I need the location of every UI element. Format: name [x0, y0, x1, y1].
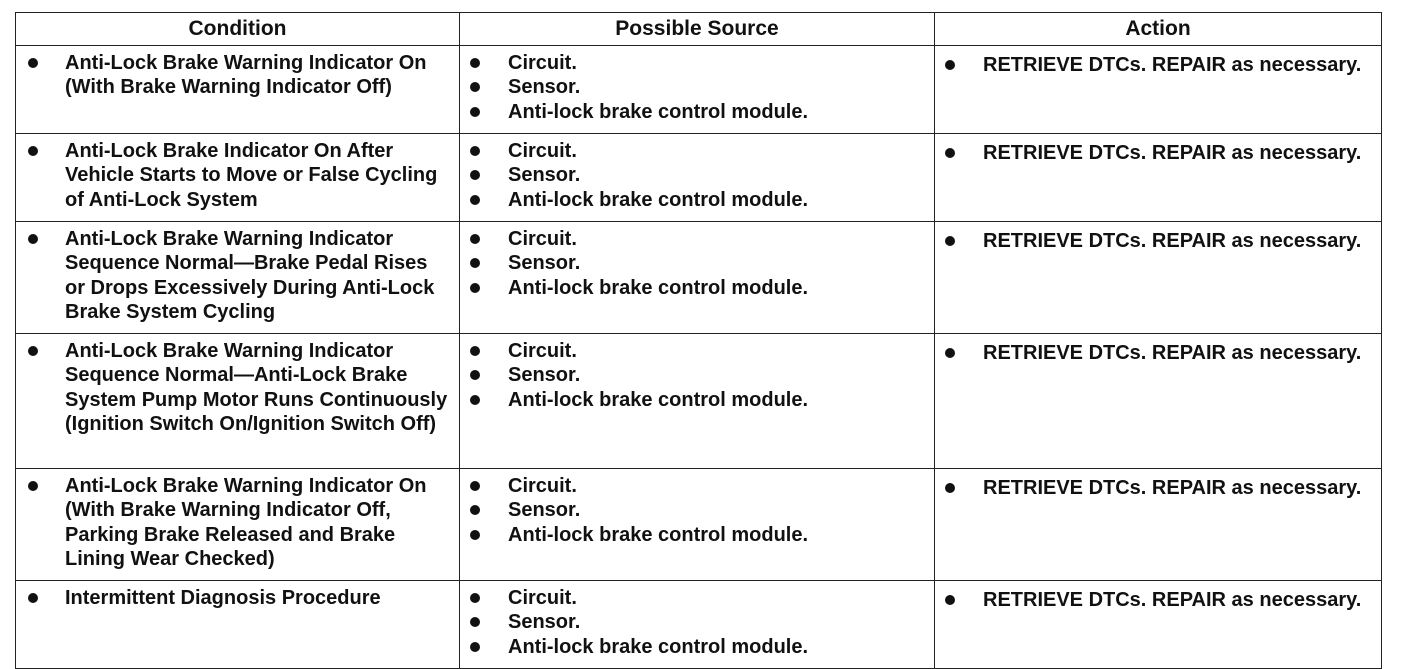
source-text: Sensor. — [508, 611, 581, 634]
bullet-icon — [28, 481, 38, 491]
source-item — [470, 139, 926, 163]
bullet-icon — [945, 60, 955, 70]
bullet-icon — [28, 58, 38, 68]
header-row — [16, 13, 1382, 46]
table-row — [16, 469, 1382, 581]
source-item — [470, 635, 926, 659]
source-item — [470, 523, 926, 547]
table-row — [16, 134, 1382, 222]
condition-text: Anti-Lock Brake Indicator On After Vehicle Starts to Move or False Cycling of Anti-Lock System — [65, 140, 438, 211]
source-cell — [460, 469, 935, 581]
header-possible-source: Possible Source — [460, 13, 935, 46]
source-item — [470, 339, 926, 363]
condition-cell — [16, 134, 460, 222]
bullet-icon — [470, 234, 480, 244]
action-text: RETRIEVE DTCs. REPAIR as necessary. — [983, 142, 1362, 164]
source-item — [470, 388, 926, 412]
action-cell — [935, 334, 1382, 469]
table-row — [16, 334, 1382, 469]
source-item — [470, 610, 926, 634]
action-text: RETRIEVE DTCs. REPAIR as necessary. — [983, 589, 1362, 611]
bullet-icon — [28, 346, 38, 356]
source-cell — [460, 581, 935, 669]
bullet-icon — [470, 195, 480, 205]
bullet-icon — [470, 258, 480, 268]
source-item — [470, 498, 926, 522]
bullet-icon — [945, 148, 955, 158]
source-item — [470, 227, 926, 251]
bullet-icon — [470, 505, 480, 515]
bullet-icon — [470, 593, 480, 603]
source-text: Circuit. — [508, 475, 577, 497]
action-cell — [935, 581, 1382, 669]
source-item — [470, 163, 926, 187]
bullet-icon — [945, 348, 955, 358]
header-condition: Condition — [16, 13, 460, 46]
source-text: Circuit. — [508, 340, 577, 362]
source-text: Circuit. — [508, 228, 577, 250]
bullet-icon — [470, 283, 480, 293]
source-item — [470, 586, 926, 610]
source-text: Anti-lock brake control module. — [508, 100, 809, 123]
source-item — [470, 75, 926, 99]
action-text: RETRIEVE DTCs. REPAIR as necessary. — [983, 54, 1362, 76]
bullet-icon — [28, 234, 38, 244]
table-row — [16, 581, 1382, 669]
source-text: Anti-lock brake control module. — [508, 388, 809, 411]
bullet-icon — [470, 395, 480, 405]
source-text: Circuit. — [508, 52, 577, 74]
condition-cell — [16, 222, 460, 334]
source-cell — [460, 46, 935, 134]
bullet-icon — [945, 483, 955, 493]
source-text: Circuit. — [508, 587, 577, 609]
source-text: Sensor. — [508, 364, 581, 387]
source-cell — [460, 134, 935, 222]
bullet-icon — [470, 107, 480, 117]
source-item — [470, 51, 926, 75]
bullet-icon — [470, 530, 480, 540]
condition-cell — [16, 469, 460, 581]
source-text: Sensor. — [508, 499, 581, 522]
condition-text: Intermittent Diagnosis Procedure — [65, 587, 381, 609]
bullet-icon — [470, 146, 480, 156]
action-text: RETRIEVE DTCs. REPAIR as necessary. — [983, 477, 1362, 499]
table-row — [16, 46, 1382, 134]
bullet-icon — [945, 236, 955, 246]
source-text: Circuit. — [508, 140, 577, 162]
bullet-icon — [470, 481, 480, 491]
source-item — [470, 363, 926, 387]
bullet-icon — [470, 346, 480, 356]
action-cell — [935, 469, 1382, 581]
action-cell — [935, 222, 1382, 334]
source-text: Anti-lock brake control module. — [508, 276, 809, 299]
condition-text: Anti-Lock Brake Warning Indicator Sequence Normal—Anti-Lock Brake System Pump Motor Runs Continuously (Ignition Switch On/Ignition Switch Off) — [65, 340, 448, 435]
source-text: Anti-lock brake control module. — [508, 635, 809, 658]
source-item — [470, 100, 926, 124]
condition-cell — [16, 46, 460, 134]
condition-text: Anti-Lock Brake Warning Indicator Sequence Normal—Brake Pedal Rises or Drops Excessively During Anti-Lock Brake System Cycling — [65, 228, 435, 323]
condition-text: Anti-Lock Brake Warning Indicator On (With Brake Warning Indicator Off, Parking Brake Released and Brake Lining Wear Checked) — [65, 475, 427, 570]
diagnosis-table — [15, 12, 1382, 669]
action-cell — [935, 134, 1382, 222]
condition-text: Anti-Lock Brake Warning Indicator On (With Brake Warning Indicator Off) — [65, 52, 427, 99]
bullet-icon — [28, 146, 38, 156]
source-text: Sensor. — [508, 76, 581, 99]
bullet-icon — [470, 642, 480, 652]
source-text: Sensor. — [508, 252, 581, 275]
action-cell — [935, 46, 1382, 134]
source-text: Sensor. — [508, 164, 581, 187]
source-text: Anti-lock brake control module. — [508, 188, 809, 211]
source-item — [470, 251, 926, 275]
bullet-icon — [28, 593, 38, 603]
source-text: Anti-lock brake control module. — [508, 523, 809, 546]
header-action: Action — [935, 13, 1382, 46]
condition-cell — [16, 334, 460, 469]
bullet-icon — [470, 617, 480, 627]
table-row — [16, 222, 1382, 334]
bullet-icon — [470, 58, 480, 68]
source-item — [470, 276, 926, 300]
bullet-icon — [470, 170, 480, 180]
action-text: RETRIEVE DTCs. REPAIR as necessary. — [983, 230, 1362, 252]
source-cell — [460, 334, 935, 469]
bullet-icon — [470, 370, 480, 380]
action-text: RETRIEVE DTCs. REPAIR as necessary. — [983, 342, 1362, 364]
bullet-icon — [470, 82, 480, 92]
condition-cell — [16, 581, 460, 669]
bullet-icon — [945, 595, 955, 605]
source-item — [470, 188, 926, 212]
source-item — [470, 474, 926, 498]
source-cell — [460, 222, 935, 334]
